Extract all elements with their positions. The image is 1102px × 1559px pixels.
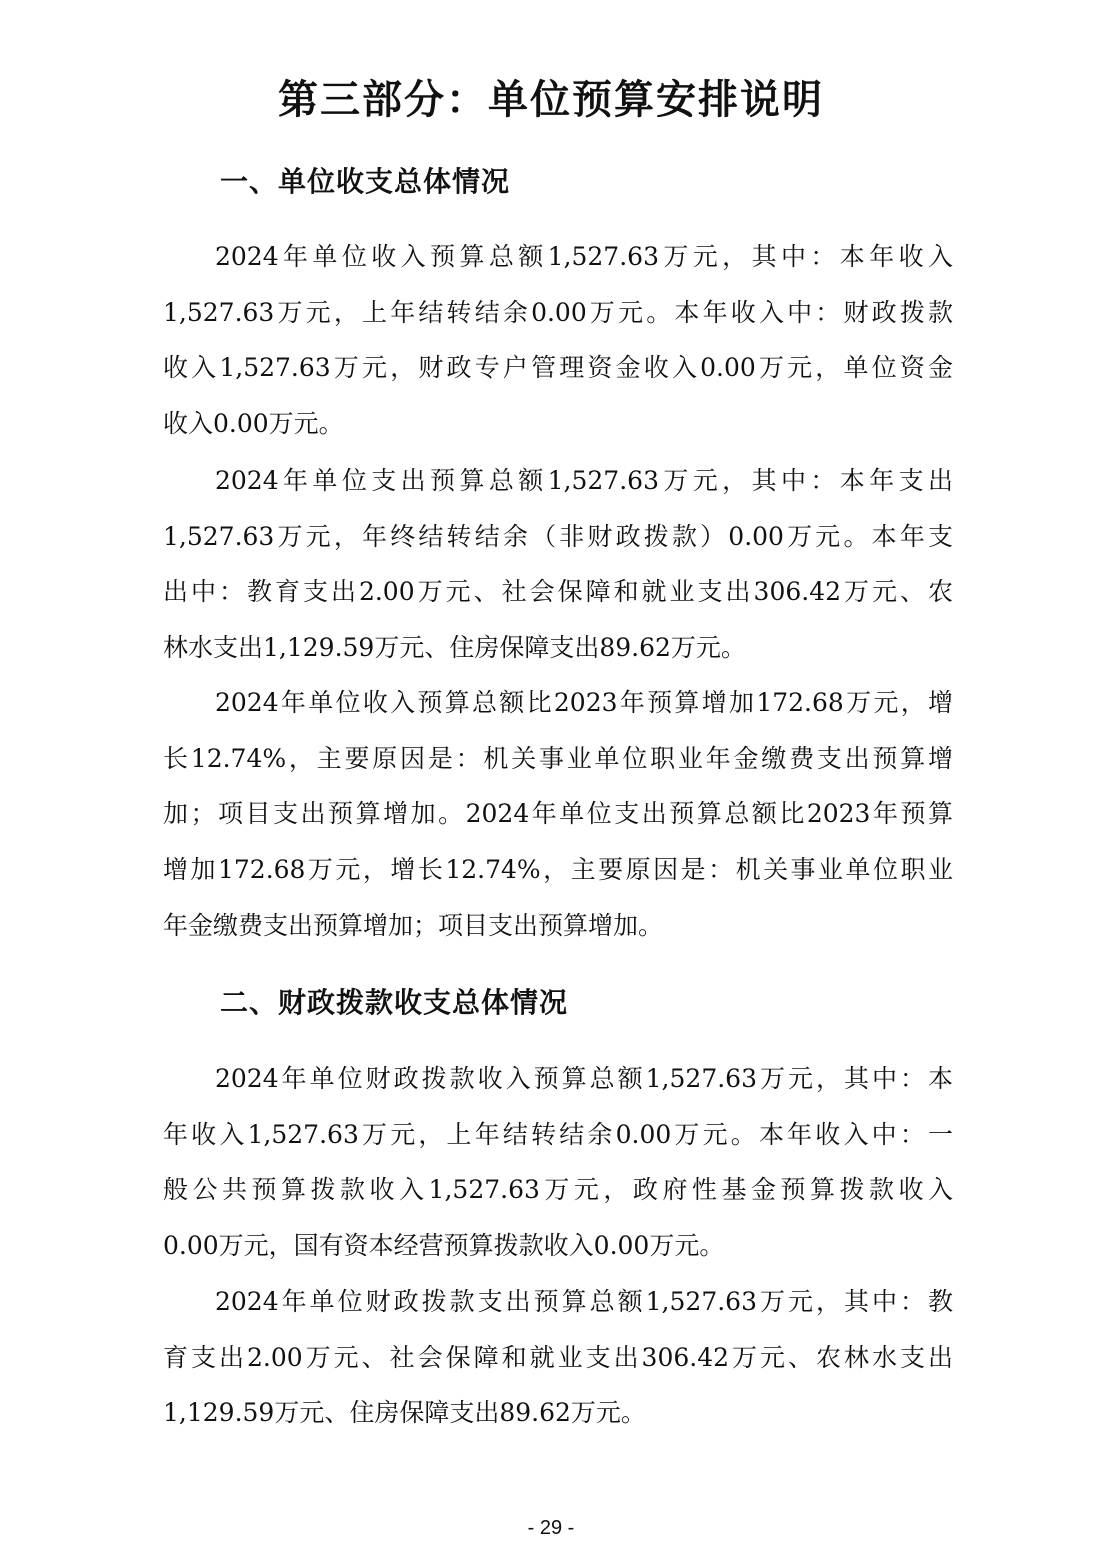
paragraph-line: 林水支出1,129.59万元、住房保障支出89.62万元。 <box>163 633 746 663</box>
paragraph-line: 般公共预算拨款收入1,527.63万元，政府性基金预算拨款收入 <box>163 1175 953 1205</box>
paragraph-expenditure-budget <box>163 453 953 676</box>
paragraph-line: 2024年单位财政拨款支出预算总额1,527.63万元，其中：教 <box>215 1287 953 1316</box>
paragraph-line: 2024年单位收入预算总额比2023年预算增加172.68万元，增 <box>215 688 953 717</box>
paragraph-line: 0.00万元，国有资本经营预算拨款收入0.00万元。 <box>163 1231 725 1261</box>
paragraph-line: 收入1,527.63万元，财政专户管理资金收入0.00万元，单位资金 <box>163 353 953 383</box>
paragraph-line: 1,527.63万元，年终结转结余（非财政拨款）0.00万元。本年支 <box>163 521 953 551</box>
paragraph-line: 增加172.68万元，增长12.74%，主要原因是：机关事业单位职业 <box>163 855 953 885</box>
paragraph-line: 育支出2.00万元、社会保障和就业支出306.42万元、农林水支出 <box>163 1342 953 1372</box>
paragraph-line: 长12.74%，主要原因是：机关事业单位职业年金缴费支出预算增 <box>163 743 953 773</box>
page-title: 第三部分：单位预算安排说明 <box>278 77 824 123</box>
paragraph-line: 1,527.63万元，上年结转结余0.00万元。本年收入中：财政拨款 <box>163 297 953 327</box>
paragraph-appropriation-expenditure <box>163 1274 953 1441</box>
paragraph-line: 加；项目支出预算增加。2024年单位支出预算总额比2023年预算 <box>163 799 953 829</box>
page-number: - 29 - <box>527 1517 575 1539</box>
section-heading-fiscal-appropriation: 二、财政拨款收支总体情况 <box>220 986 569 1019</box>
paragraph-line: 收入0.00万元。 <box>163 409 344 439</box>
paragraph-appropriation-income <box>163 1051 953 1274</box>
paragraph-line: 年收入1,527.63万元，上年结转结余0.00万元。本年收入中：一 <box>163 1119 953 1149</box>
paragraph-budget-change <box>163 675 953 953</box>
paragraph-line: 2024年单位支出预算总额1,527.63万元，其中：本年支出 <box>215 466 953 495</box>
paragraph-line: 2024年单位财政拨款收入预算总额1,527.63万元，其中：本 <box>215 1064 953 1093</box>
paragraph-line: 出中：教育支出2.00万元、社会保障和就业支出306.42万元、农 <box>163 577 953 607</box>
paragraph-income-budget <box>163 229 953 452</box>
paragraph-line: 年金缴费支出预算增加；项目支出预算增加。 <box>163 910 664 940</box>
paragraph-line: 2024年单位收入预算总额1,527.63万元，其中：本年收入 <box>215 242 953 271</box>
paragraph-line: 1,129.59万元、住房保障支出89.62万元。 <box>163 1398 646 1428</box>
section-heading-income-expenditure: 一、单位收支总体情况 <box>220 165 511 198</box>
